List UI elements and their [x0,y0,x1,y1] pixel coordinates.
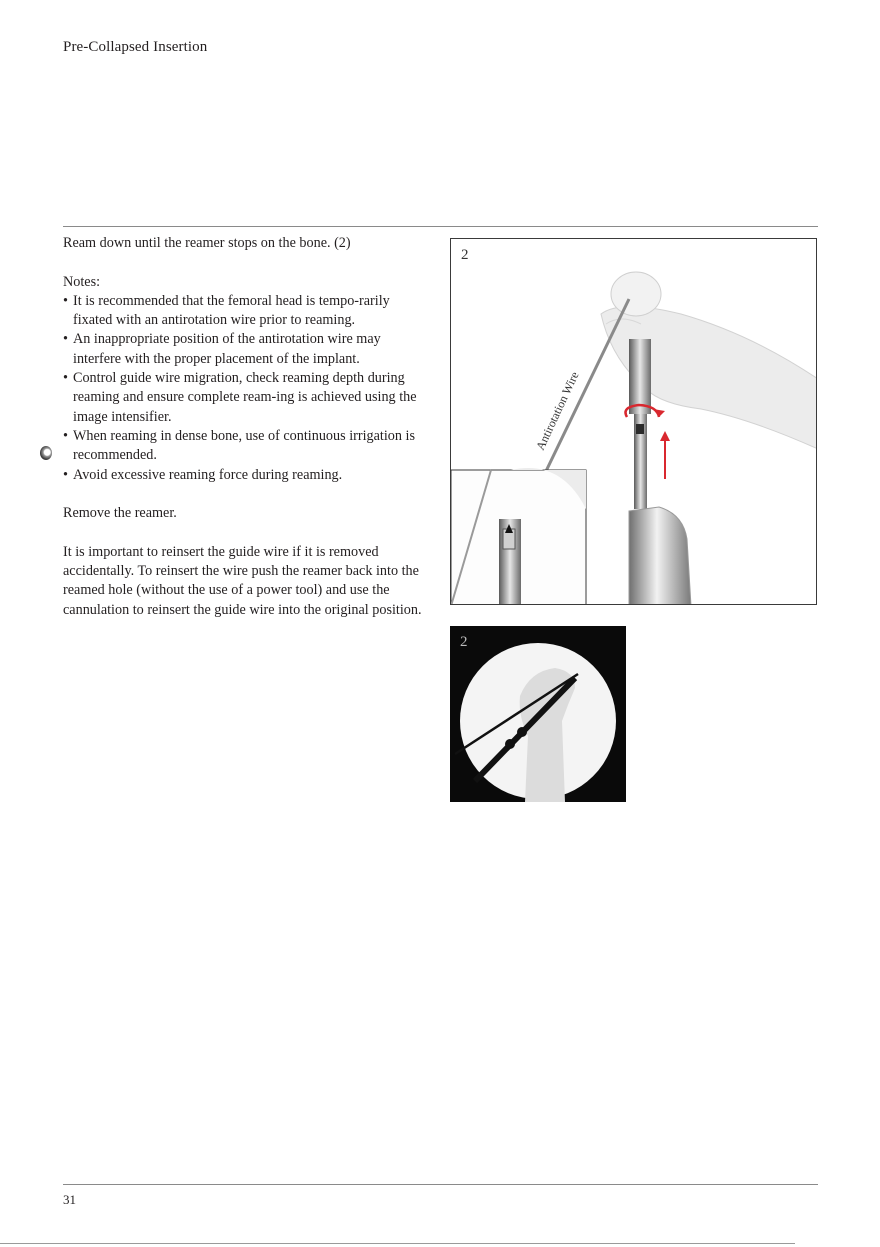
reinsert-paragraph: It is important to reinsert the guide wire if it is removed accidentally. To reinsert the wire push the reamer back into the reamed hole (without the use of a power tool) and use the cannulation to reinsert the guide wire into the original position. [63,543,422,618]
bottom-divider [63,1184,818,1185]
intro-paragraph: Ream down until the reamer stops on the bone. (2) [63,235,351,251]
margin-marker-icon [40,446,52,460]
top-divider [63,226,818,227]
footer-edge-line [0,1243,795,1244]
note-item: • An inappropriate position of the antirotation wire may interfere with the proper placement of the implant. [63,330,423,369]
reamer-handle-shape [629,507,691,605]
notes-list [63,292,423,485]
remove-paragraph: Remove the reamer. [63,505,177,522]
figure-number: 2 [461,247,469,263]
reamer-head-shape [629,339,651,414]
femur-reamer-drawing [451,239,817,605]
text-column [63,234,423,620]
note-item: • When reaming in dense bone, use of continuous irrigation is recommended. [63,427,423,466]
page-header-title: Pre-Collapsed Insertion [63,39,208,55]
xray-image [450,626,626,802]
note-item: • Avoid excessive reaming force during reaming. [63,466,423,485]
notes-heading: Notes: [63,273,101,290]
xray-drawing [450,626,626,802]
note-item: • It is recommended that the femoral head is tempo-rarily fixated with an antirotation wire prior to reaming. [63,292,423,331]
xray-figure-number: 2 [460,634,468,650]
femoral-head-shape [611,272,661,316]
reaming-illustration [450,238,817,605]
note-item: • Control guide wire migration, check reaming depth during reaming and ensure complete ream-ing is achieved using the image intensifier. [63,369,423,427]
page-number: 31 [63,1192,76,1207]
antirotation-wire-label: Antirotation Wire [533,369,582,453]
